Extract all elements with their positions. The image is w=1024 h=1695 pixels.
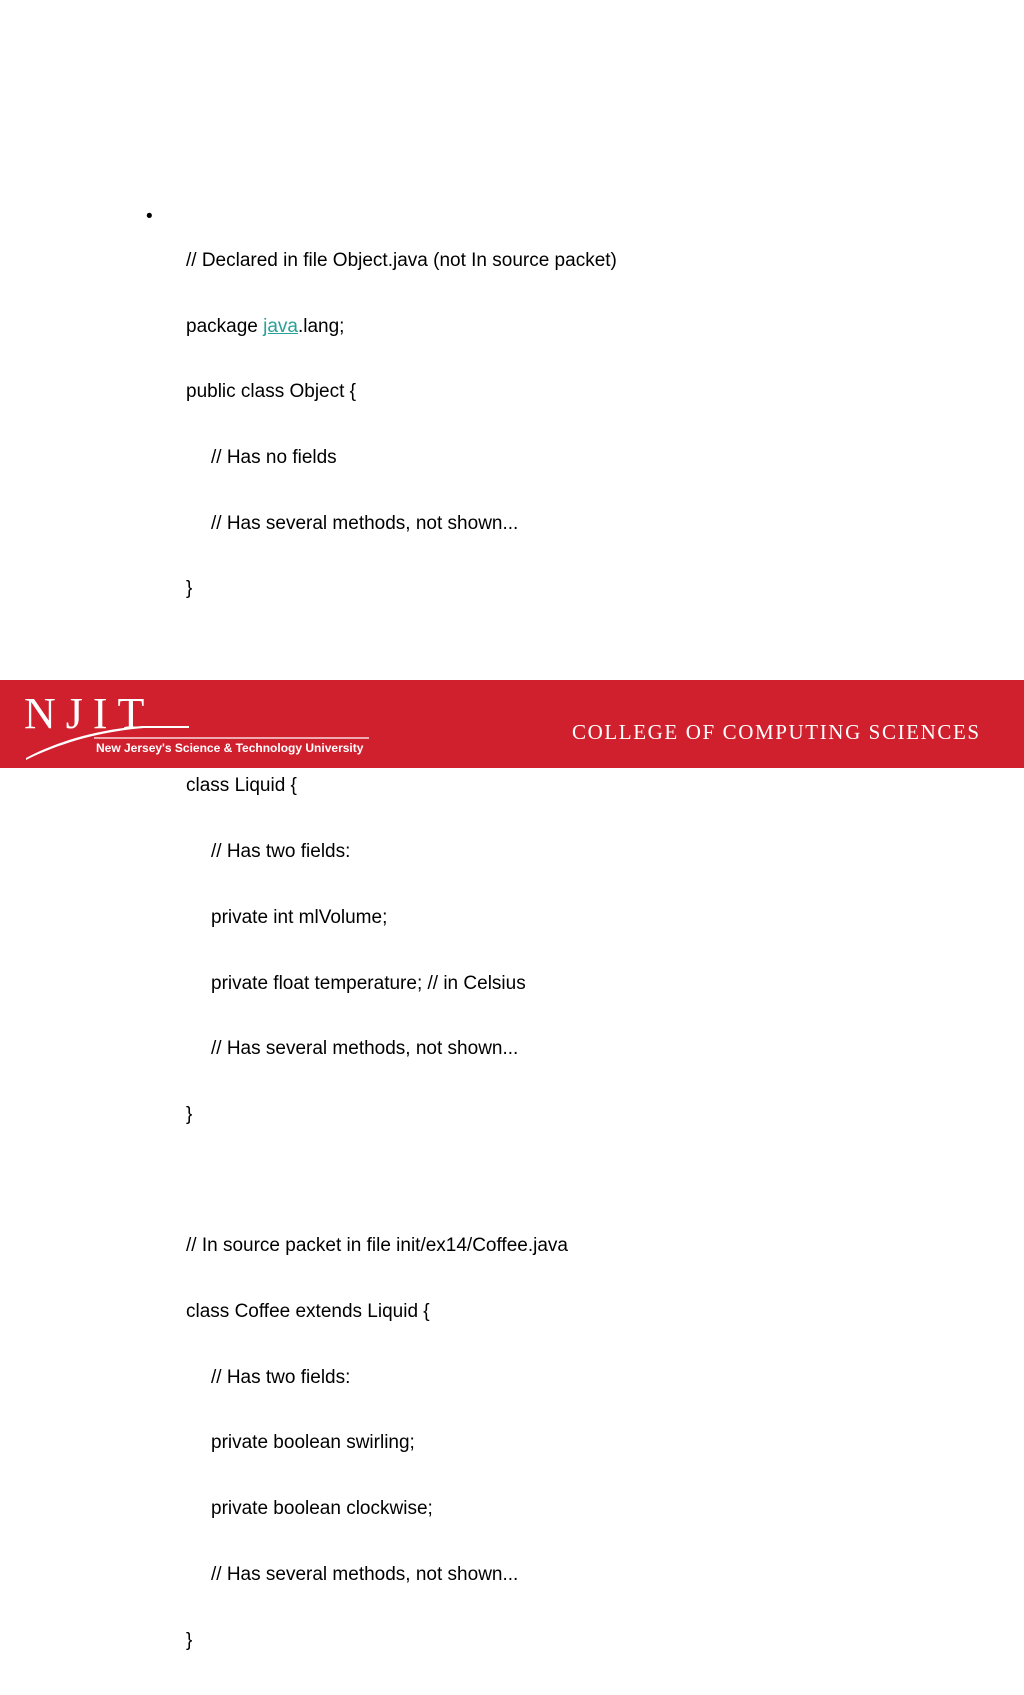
code-line: class Coffee extends Liquid {: [186, 1301, 430, 1323]
code-line: }: [186, 1629, 193, 1651]
code-line: private boolean swirling;: [211, 1432, 415, 1454]
code-line: private float temperature; // in Celsius: [211, 972, 526, 994]
bullet-marker: •: [146, 206, 153, 227]
code-line: }: [186, 1103, 193, 1125]
package-keyword: package: [186, 315, 264, 337]
code-listing: [186, 206, 617, 1695]
code-line: // Has several methods, not shown...: [211, 1563, 519, 1585]
code-line: // In source packet in file init/ex14/Coffee.java: [186, 1235, 568, 1257]
blank-line: [186, 1170, 617, 1192]
code-line: class Liquid {: [186, 775, 297, 797]
footer-banner: [0, 680, 1024, 768]
blank-line: [186, 644, 617, 666]
code-line: // Declared in file Object.java (not In source packet): [186, 249, 617, 271]
code-line: // Has two fields:: [211, 1366, 351, 1388]
code-line: public class Object {: [186, 381, 357, 403]
package-suffix: .lang;: [297, 315, 345, 337]
code-line: }: [186, 578, 193, 600]
njit-logo: [24, 688, 374, 764]
code-line: private int mlVolume;: [211, 906, 388, 928]
college-name: COLLEGE OF COMPUTING SCIENCES: [572, 720, 981, 744]
njit-logo-letters: NJIT: [24, 689, 155, 738]
code-line-package: [186, 316, 617, 338]
java-link[interactable]: java: [263, 315, 298, 337]
code-line: private boolean clockwise;: [211, 1498, 433, 1520]
code-line: // Has several methods, not shown...: [211, 1038, 519, 1060]
code-line: // Has several methods, not shown...: [211, 512, 519, 534]
university-tagline: New Jersey's Science & Technology University: [96, 741, 364, 755]
code-line: // Has no fields: [211, 446, 337, 468]
code-line: // Has two fields:: [211, 841, 351, 863]
